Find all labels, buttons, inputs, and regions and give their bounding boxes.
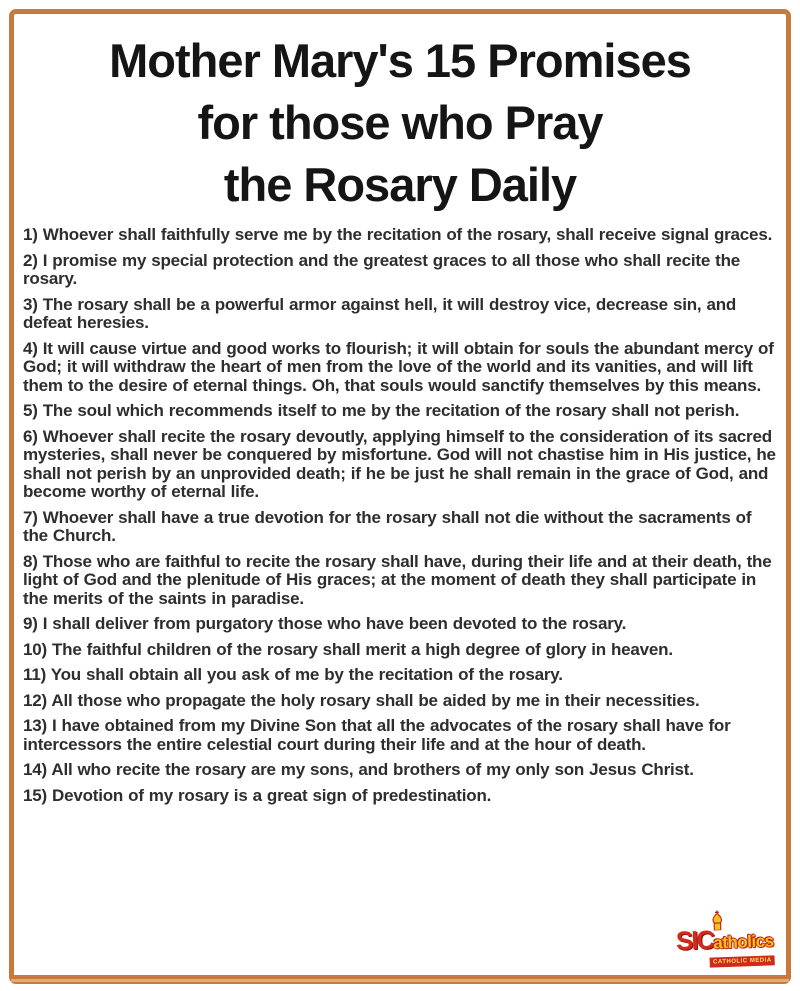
logo-text-yellow: atholics bbox=[713, 931, 774, 953]
promise-item-13: 13) I have obtained from my Divine Son that all the advocates of the rosary shall have for intercessors the entire celestial court during their life and at the hour of death. bbox=[23, 716, 731, 754]
title-line-3: the Rosary Daily bbox=[223, 158, 577, 211]
promise-item-6: 6) Whoever shall recite the rosary devoutly, applying himself to the consideration of its sacred mysteries, shall never be conquered by misfortune. God will not chastise him in His justice, he shall not perish by an unprovided death; if he be just he shall remain in the grace of God, and become worthy of eternal life. bbox=[23, 426, 776, 501]
logo-badge: CATHOLIC MEDIA bbox=[710, 955, 775, 967]
poster-content bbox=[14, 14, 786, 975]
promise-item-9: 9) I shall deliver from purgatory those who have been devoted to the rosary. bbox=[23, 614, 627, 633]
watermark-logo bbox=[675, 915, 777, 968]
logo-wordmark bbox=[675, 922, 774, 956]
poster-frame bbox=[9, 9, 791, 984]
title-line-1: Mother Mary's 15 Promises bbox=[109, 34, 691, 87]
logo-text-red: SIC bbox=[675, 924, 714, 956]
promise-item-2: 2) I promise my special protection and the greatest graces to all those who shall recite the rosary. bbox=[23, 250, 741, 288]
promise-item-5: 5) The soul which recommends itself to me by the recitation of the rosary shall not perish. bbox=[23, 401, 740, 420]
promise-item-10: 10) The faithful children of the rosary shall merit a high degree of glory in heaven. bbox=[23, 639, 673, 659]
promise-item-8: 8) Those who are faithful to recite the rosary shall have, during their life and at their death, the light of God and the plenitude of His graces; at the moment of death they shall participate in the merits of the saints in paradise. bbox=[23, 551, 772, 608]
promise-item-7: 7) Whoever shall have a true devotion for the rosary shall not die without the sacraments of the Church. bbox=[23, 507, 752, 545]
promise-item-14: 14) All who recite the rosary are my sons, and brothers of my only son Jesus Christ. bbox=[23, 760, 694, 779]
promise-item-12: 12) All those who propagate the holy rosary shall be aided by me in their necessities. bbox=[23, 690, 700, 710]
promise-item-11: 11) You shall obtain all you ask of me by the recitation of the rosary. bbox=[23, 665, 563, 684]
promise-list bbox=[23, 226, 777, 805]
promise-item-4: 4) It will cause virtue and good works to flourish; it will obtain for souls the abundant mercy of God; it will withdraw the heart of men from the love of the world and its vanities, and will lift them to the desire of eternal things. Oh, that souls would sanctify themselves by this means. bbox=[23, 338, 774, 395]
title-line-2: for those who Pray bbox=[197, 96, 603, 149]
promise-item-1: 1) Whoever shall faithfully serve me by the recitation of the rosary, shall receive signal graces. bbox=[23, 225, 773, 244]
promise-item-3: 3) The rosary shall be a powerful armor against hell, it will destroy vice, decrease sin, and defeat heresies. bbox=[23, 294, 737, 332]
page-title bbox=[23, 30, 777, 216]
promise-item-15: 15) Devotion of my rosary is a great sign of predestination. bbox=[23, 785, 492, 805]
